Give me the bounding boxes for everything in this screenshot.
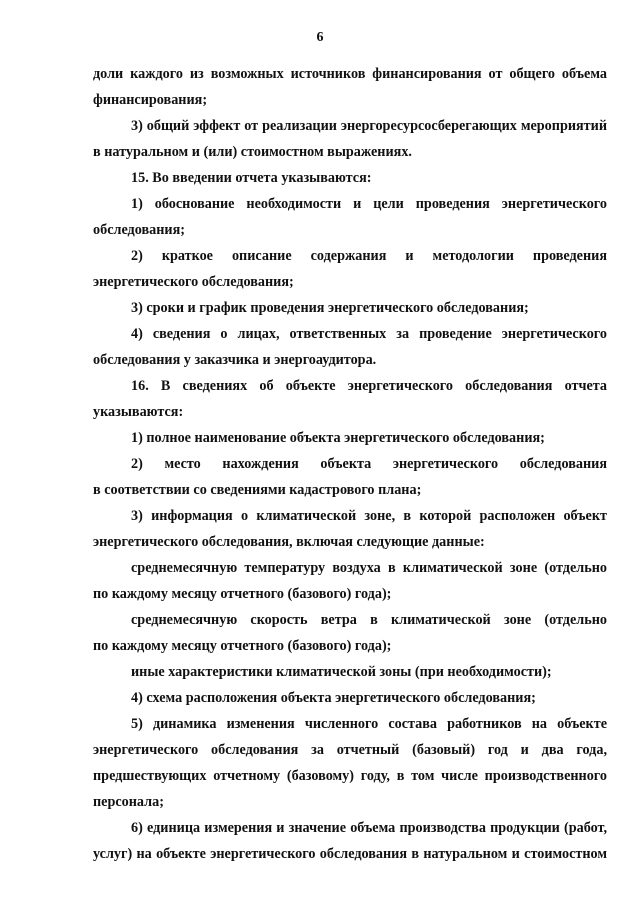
text-line: 5) динамика изменения численного состава работников на объекте	[131, 716, 607, 732]
text-line: услуг) на объекте энергетического обследования в натуральном и стоимостном	[93, 846, 607, 862]
text-line: по каждому месяцу отчетного (базового) года);	[93, 586, 392, 602]
text-line: 3) информация о климатической зоне, в которой расположен объект	[131, 508, 607, 524]
text-line: 1) полное наименование объекта энергетического обследования;	[131, 430, 545, 446]
text-line: финансирования;	[93, 92, 208, 108]
text-line: 2) место нахождения объекта энергетического обследования	[131, 456, 607, 472]
text-line: среднемесячную температуру воздуха в климатической зоне (отдельно	[131, 560, 607, 576]
text-line: 3) общий эффект от реализации энергоресурсосберегающих мероприятий	[131, 118, 607, 134]
text-line: энергетического обследования;	[93, 274, 294, 290]
text-line: в натуральном и (или) стоимостном выражениях.	[93, 144, 412, 160]
text-line: 4) сведения о лицах, ответственных за проведение энергетического	[131, 326, 607, 342]
text-line: по каждому месяцу отчетного (базового) года);	[93, 638, 392, 654]
text-line: обследования;	[93, 222, 185, 238]
page-number: 6	[316, 30, 324, 45]
section-heading: 16. В сведениях об объекте энергетического обследования отчета	[131, 378, 607, 394]
text-line: иные характеристики климатической зоны (при необходимости);	[131, 664, 552, 680]
text-line: 6) единица измерения и значение объема производства продукции (работ,	[131, 820, 607, 836]
text-line: персонала;	[93, 794, 164, 810]
text-line: энергетического обследования, включая следующие данные:	[93, 534, 485, 550]
text-line: энергетического обследования за отчетный (базовый) год и два года,	[93, 742, 607, 758]
text-line: указываются:	[93, 404, 184, 420]
section-heading: 15. Во введении отчета указываются:	[131, 170, 372, 186]
text-line: 3) сроки и график проведения энергетического обследования;	[131, 300, 529, 316]
text-line: предшествующих отчетному (базовому) году, в том числе производственного	[93, 768, 607, 784]
text-line: 1) обоснование необходимости и цели проведения энергетического	[131, 196, 607, 212]
text-line: обследования у заказчика и энергоаудитора.	[93, 352, 377, 368]
text-line: доли каждого из возможных источников финансирования от общего объема	[93, 66, 607, 82]
text-line: среднемесячную скорость ветра в климатической зоне (отдельно	[131, 612, 607, 628]
text-line: 4) схема расположения объекта энергетического обследования;	[131, 690, 536, 706]
text-line: 2) краткое описание содержания и методологии проведения	[131, 248, 607, 264]
text-line: в соответствии со сведениями кадастрового плана;	[93, 482, 422, 498]
